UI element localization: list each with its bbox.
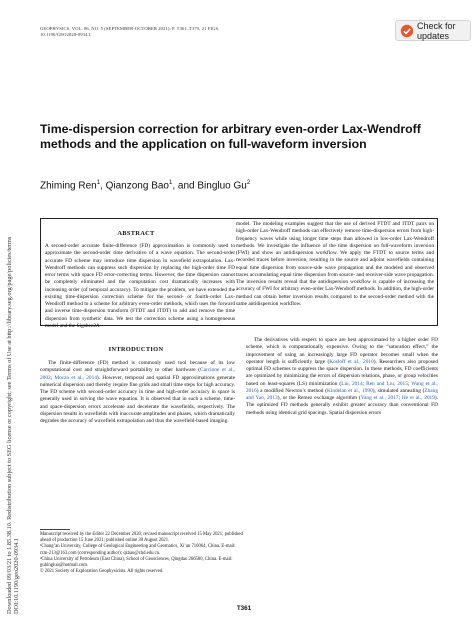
abstract-text-right: model. The modeling examples suggest that the use of derived FTDT and ITDT pairs on high-order Lax-Wendroff methods can effectively remove time-dispersion errors from high-frequency waves while using longer time steps than allowed in low-order Lax-Wendroff methods. We investigate the influence of the time dispersion on full-waveform inversion (FWI) and show an antidispersion workflow. We apply the FTDT to source terms and recorded traces before inversion, resulting in the source and adjoint wavefields containing equal time dispersion from source-side wave propagation and the modeled and observed traces accumulating equal time dispersion from source- and receiver-side wave propagation. The inversion results reveal that the antidispersion workflow is capable of increasing the accuracy of FWI for arbitrary even-order Lax-Wendroff methods. In addition, the high-order method can obtain better inversion results compared to the second-order method with the same antidispersion workflow.: [236, 221, 434, 307]
text-run: ) a modified Newton’s method (: [256, 387, 327, 394]
footnote-rule: [40, 529, 70, 530]
footnote-affiliation-1: ¹Chang’an University, College of Geological Engineering and Geomatics, Xi’an 710064, China. E-mail: rzm-213@163.com (corresponding author); qzbao@chd.edu.cn.: [40, 544, 236, 556]
citation-link[interactable]: Kosloff et al., 2010: [329, 358, 374, 365]
author-separator: , and: [172, 180, 198, 192]
text-run: ), or the Remez exchange algorithm (: [277, 395, 361, 401]
citation-link[interactable]: Zhang and Yao, 2013: [246, 387, 439, 401]
citation-link[interactable]: Moczo et al., 2014: [54, 374, 97, 381]
affiliation-mark: 1: [96, 180, 101, 186]
affiliation-mark: 2: [246, 180, 251, 186]
check-for-updates-button[interactable]: [395, 20, 471, 41]
citation-link[interactable]: Carcione et al., 2002: [40, 367, 235, 381]
citation-link[interactable]: Wang et al., 2016: [246, 380, 439, 394]
text-run: ), simulated annealing (: [372, 387, 425, 394]
check-updates-label: Check for updates: [417, 20, 456, 41]
download-notice: [6, 66, 20, 614]
citation-link[interactable]: He et al., 2019: [401, 395, 435, 401]
text-run: ;: [362, 380, 367, 387]
paper-title: Time-dispersion correction for arbitrary even-order Lax-Wendroff methods and the application on full-waveform inversion: [40, 122, 421, 151]
author-list: Zhiming Ren$^1$, Qianzong Bao$^1$, and Bingluo Gu$^2$: [40, 180, 251, 192]
text-run: ). The optimized FD methods generally exhibit greater accuracy than conventional FD methods using identical grid spacings. Spatial dispersion errors: [246, 395, 439, 416]
citation-link[interactable]: Liu, 2014: [341, 380, 363, 387]
affiliation-mark: 1: [169, 180, 173, 186]
author-name: Bingluo Gu: [197, 180, 247, 192]
download-notice-line: Downloaded 09/03/21 to 1.85.38.10. Redistribution subject to SEG license or copyright; see Terms of Use at http://library.seg.org/page/policies/terms: [6, 236, 13, 614]
text-run: ). Researchers also proposed optimal FD schemes to suppress the space dispersion. In these methods, FD coefficients are optimized by minimizing the errors of dispersion relations, phase, or group velocities based on least-squares (LS) minimization (: [246, 358, 438, 387]
journal-doi: 10.1190/GEO2020-0934.1: [40, 32, 92, 38]
author-name: Zhiming Ren: [40, 180, 97, 192]
journal-header: [40, 26, 340, 38]
citation-link[interactable]: Kindelan et al., 1990: [326, 387, 373, 394]
text-run: ;: [407, 380, 412, 387]
text-run: The finite-difference (FD) method is commonly used tool because of its low computational cost and straightforward portability to other hardware (: [40, 360, 235, 374]
introduction-heading: INTRODUCTION: [108, 346, 164, 353]
introduction-right-column: [246, 337, 438, 572]
text-run: ;: [50, 374, 55, 381]
footnote-received: Manuscript received by the Editor 22 December 2020; revised manuscript received 15 May 2021; published ahead of production 15 June 2021; published online 30 August 2021.: [40, 532, 243, 544]
author-name: Qianzong Bao: [105, 180, 169, 192]
page-number: T361: [236, 605, 252, 612]
paragraph: [40, 360, 235, 425]
citation-link[interactable]: Yang et al., 2017: [360, 395, 399, 401]
footnotes: [40, 532, 245, 575]
text-run: ;: [398, 395, 402, 401]
doi-line: DOI:10.1190/geo2020-0934.1: [13, 537, 20, 614]
text-run: ). However, temporal and spatial FD approximations generate numerical dispersion and thereby require fine grids and small time steps for high accuracy. The FD scheme with second-order accuracy in time and high-order accuracy in space is generally used in solving the wave equation. It is observed that in such a scheme, time- and space-dispersion errors accelerate and decelerate the wavefields, respectively. The dispersion results in wavefields with inaccurate amplitudes and phases, which dramatically degrades the accuracy of wavefield extrapolation and thus the wavefield-based imaging.: [40, 374, 235, 424]
journal-citation: GEOPHYSICS, VOL. 86, NO. 5 (SEPTEMBER-OCTOBER 2021); P. T361–T375, 21 FIGS.: [40, 26, 220, 31]
footnote-affiliation-2: ²China University of Petroleum (East China), School of Geosciences, Qingdao 266580, China. E-mail: gubingluo@hotmail.com.: [40, 556, 233, 569]
abstract-heading: ABSTRACT: [117, 230, 155, 237]
abstract-text-left: A second-order accurate finite-difference (FD) approximation is commonly used to approximate the second-order time derivative of a wave equation. The second-order accurate FD scheme may introduce time dispersion in wavefield extrapolation. Lax-Wendroff methods can suppress such dispersion by replacing the high-order time FD error terms with space FD error-correcting terms. However, the time dispersion cannot be completely eliminated and the computation cost dramatically increases with increasing order (of temporal accuracy). To mitigate the problem, we have extended the existing time-dispersion correction scheme for the second- or fourth-order Lax-Wendroff method to a scheme for arbitrary even-order methods, which uses the forward and inverse time-dispersion transform (FTDT and ITDT) to add and remove the time dispersion from synthetic data. We test the correction scheme using a homogeneous model and the Sigsbee2A: [45, 243, 235, 329]
citation-link[interactable]: Ren and Liu, 2015: [366, 380, 408, 387]
text-run: The derivatives with respect to space are best approximated by a higher order FD scheme, which is computationally expensive. Owing to the “saturation effect,” the improvement of using an increasingly large FD operator becomes small when the operator length is sufficiently large (: [246, 337, 438, 365]
footnote-copyright: © 2021 Society of Exploration Geophysicists. All rights reserved.: [40, 569, 164, 575]
paragraph: [246, 337, 438, 417]
check-updates-icon: [400, 24, 414, 38]
introduction-left-column: [40, 360, 235, 485]
